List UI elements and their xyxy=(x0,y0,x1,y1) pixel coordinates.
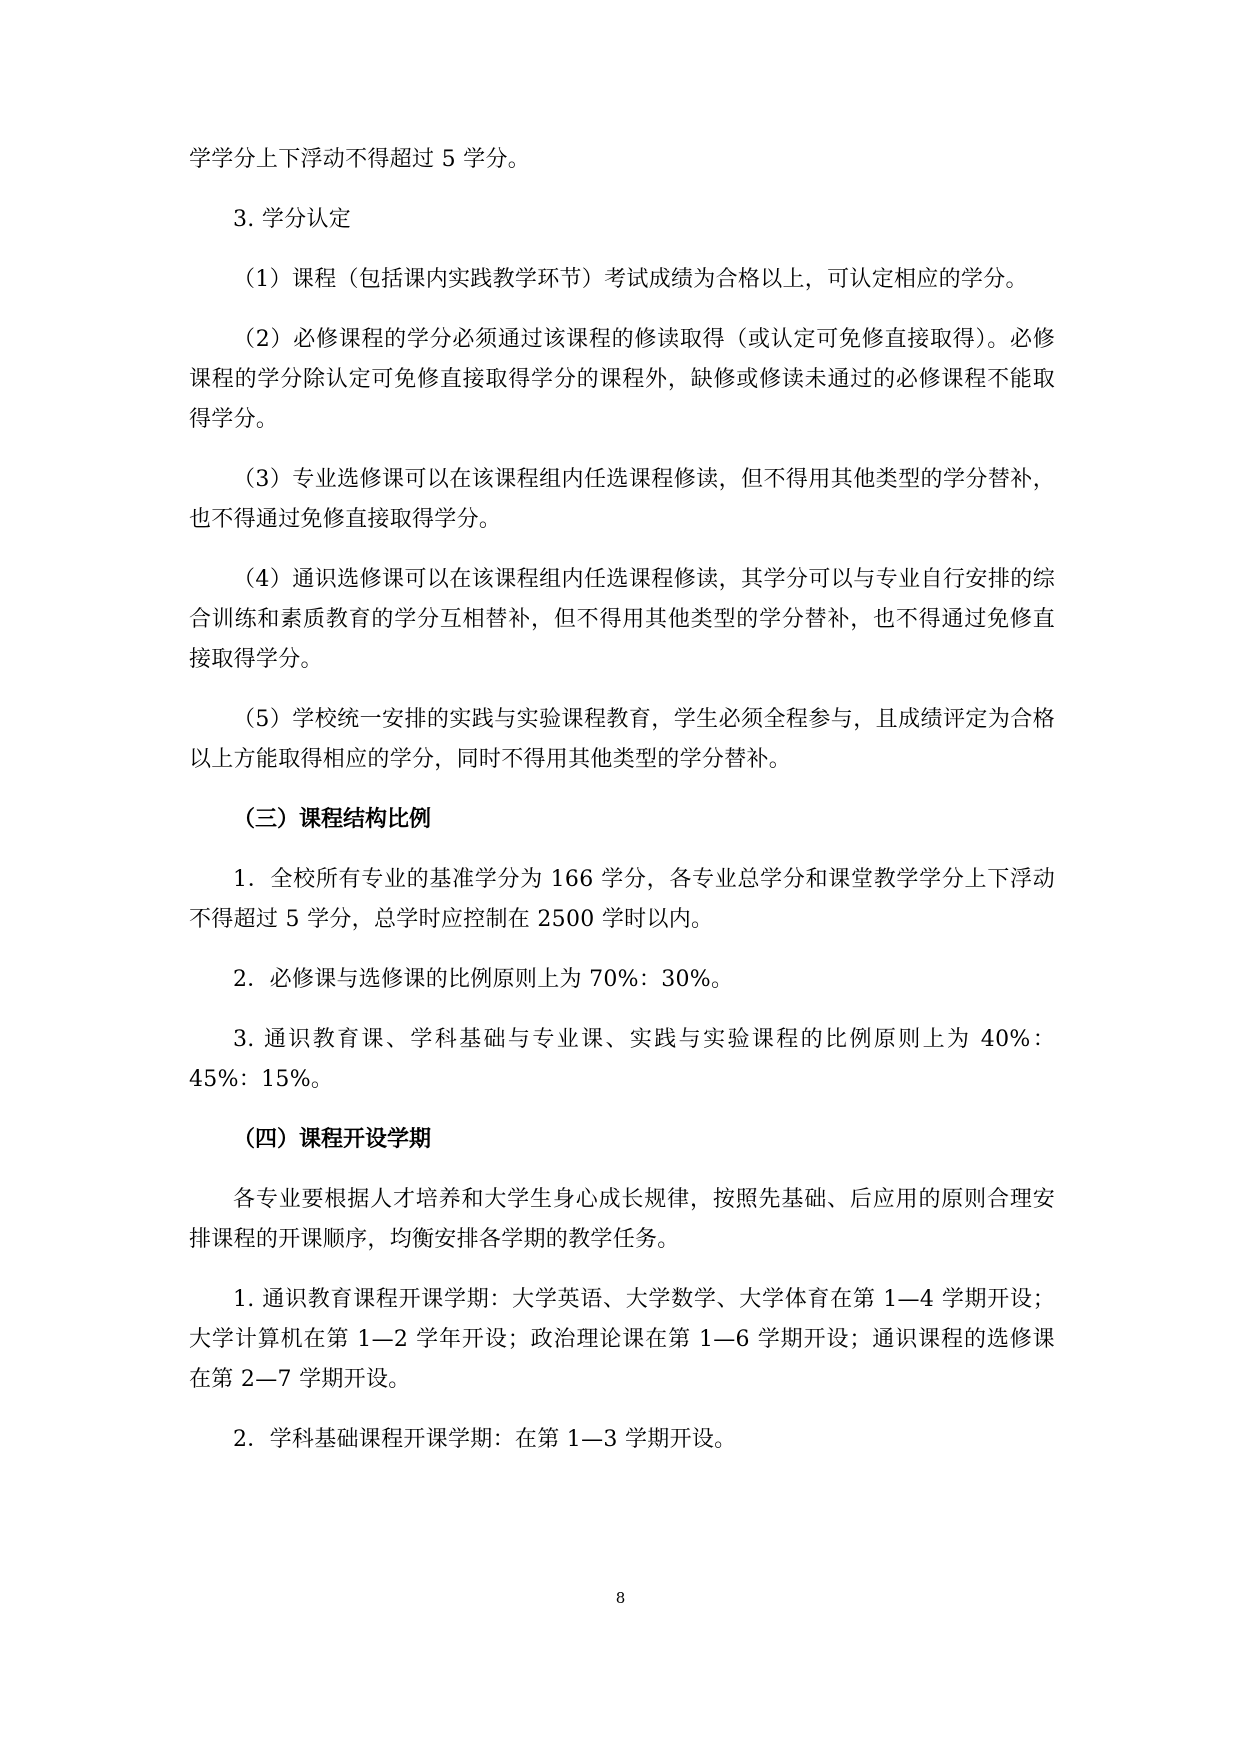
paragraph-semester-intro: 各专业要根据人才培养和大学生身心成长规律，按照先基础、后应用的原则合理安排课程的开课顺序，均衡安排各学期的教学任务。 xyxy=(189,1187,1055,1252)
paragraph-item-3: （3）专业选修课可以在该课程组内任选课程修读，但不得用其他类型的学分替补，也不得通过免修直接取得学分。 xyxy=(189,467,1055,532)
page-body xyxy=(189,140,1055,1480)
paragraph-structure-1: 1．全校所有专业的基准学分为 166 学分，各专业总学分和课堂教学学分上下浮动不得超过 5 学分，总学时应控制在 2500 学时以内。 xyxy=(189,867,1055,932)
paragraph-item-5: （5）学校统一安排的实践与实验课程教育，学生必须全程参与，且成绩评定为合格以上方能取得相应的学分，同时不得用其他类型的学分替补。 xyxy=(189,707,1055,772)
paragraph-semester-1: 1. 通识教育课程开课学期：大学英语、大学数学、大学体育在第 1—4 学期开设；大学计算机在第 1—2 学年开设；政治理论课在第 1—6 学期开设；通识课程的选修课在第 2—7 学期开设。 xyxy=(189,1287,1055,1392)
paragraph-credit-recognition: 3. 学分认定 xyxy=(233,207,352,232)
paragraph-item-2: （2）必修课程的学分必须通过该课程的修读取得（或认定可免修直接取得）。必修课程的学分除认定可免修直接取得学分的课程外，缺修或修读未通过的必修课程不能取得学分。 xyxy=(189,327,1055,432)
section-heading-course-structure: （三）课程结构比例 xyxy=(233,807,432,832)
paragraph-semester-2: 2．学科基础课程开课学期：在第 1—3 学期开设。 xyxy=(233,1427,737,1452)
paragraph-continuation: 学学分上下浮动不得超过 5 学分。 xyxy=(189,147,531,172)
paragraph-item-1: （1）课程（包括课内实践教学环节）考试成绩为合格以上，可认定相应的学分。 xyxy=(233,267,1028,292)
paragraph-structure-2: 2．必修课与选修课的比例原则上为 70%：30%。 xyxy=(233,967,734,992)
paragraph-structure-3: 3. 通识教育课、学科基础与专业课、实践与实验课程的比例原则上为 40%：45%：15%。 xyxy=(189,1027,1055,1092)
section-heading-course-semesters: （四）课程开设学期 xyxy=(233,1127,432,1152)
page-number: 8 xyxy=(615,1589,626,1607)
paragraph-item-4: （4）通识选修课可以在该课程组内任选课程修读，其学分可以与专业自行安排的综合训练和素质教育的学分互相替补，但不得用其他类型的学分替补，也不得通过免修直接取得学分。 xyxy=(189,567,1055,672)
